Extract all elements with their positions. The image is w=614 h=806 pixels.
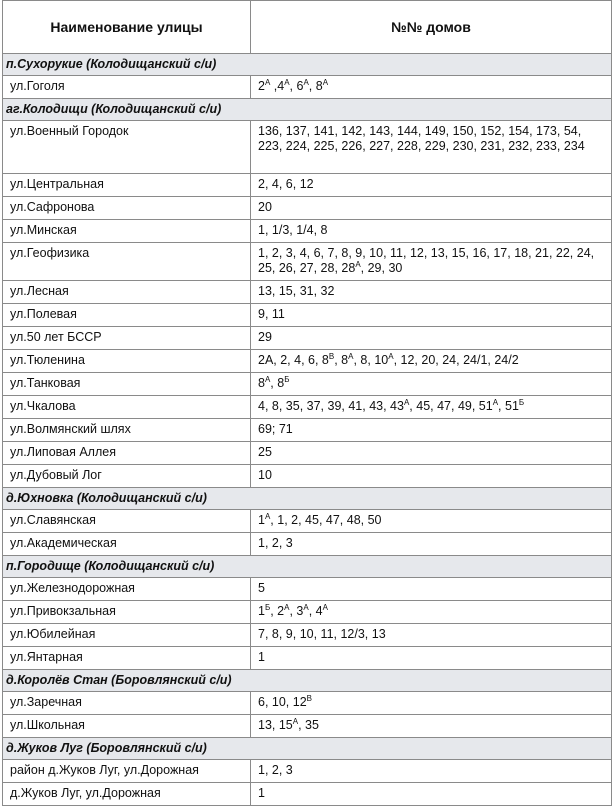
street-name: ул.Привокзальная (3, 601, 251, 624)
table-row (3, 442, 612, 465)
header-street: Наименование улицы (3, 1, 251, 54)
table-row (3, 76, 612, 99)
house-numbers: 2, 4, 6, 12 (251, 174, 612, 197)
group-row (3, 488, 612, 510)
table-row (3, 281, 612, 304)
group-title: аг.Колодищи (Колодищанский с/и) (3, 99, 612, 121)
street-name: ул.Военный Городок (3, 121, 251, 174)
table-row (3, 350, 612, 373)
house-numbers: 69; 71 (251, 419, 612, 442)
table-row (3, 197, 612, 220)
table-row (3, 121, 612, 174)
street-name: ул.Янтарная (3, 647, 251, 670)
group-row (3, 738, 612, 760)
group-row (3, 670, 612, 692)
house-numbers: 9, 11 (251, 304, 612, 327)
house-numbers: $1^Б$, $2^А$, $3^А$, $4^А$ (251, 601, 612, 624)
house-numbers: 1, 2, 3 (251, 760, 612, 783)
house-numbers: 2А, 2, 4, 6, $8^В$, $8^А$, 8, $10^А$, 12, 20, 24, 24/1, 24/2 (251, 350, 612, 373)
table-row (3, 327, 612, 350)
street-name: ул.Дубовый Лог (3, 465, 251, 488)
street-name: ул.Гоголя (3, 76, 251, 99)
house-numbers: 5 (251, 578, 612, 601)
table-row (3, 465, 612, 488)
house-numbers: $2^А$ $,4^А$, $6^А$, $8^А$ (251, 76, 612, 99)
street-name: ул.Заречная (3, 692, 251, 715)
table-row (3, 692, 612, 715)
street-name: ул.Центральная (3, 174, 251, 197)
street-name: ул.Чкалова (3, 396, 251, 419)
house-numbers: 1, 2, 3 (251, 533, 612, 556)
table-row (3, 243, 612, 281)
street-name: ул.Тюленина (3, 350, 251, 373)
house-numbers: 13, $15^А$, 35 (251, 715, 612, 738)
house-numbers: $8^А$, $8^Б$ (251, 373, 612, 396)
street-name: ул.Волмянский шлях (3, 419, 251, 442)
house-numbers: 13, 15, 31, 32 (251, 281, 612, 304)
street-name: ул.Липовая Аллея (3, 442, 251, 465)
street-name: ул.Полевая (3, 304, 251, 327)
table-row (3, 760, 612, 783)
table-row (3, 373, 612, 396)
table-row (3, 783, 612, 806)
street-name: ул.Лесная (3, 281, 251, 304)
group-row (3, 54, 612, 76)
group-row (3, 99, 612, 121)
house-numbers: 7, 8, 9, 10, 11, 12/3, 13 (251, 624, 612, 647)
header-houses: №№ домов (251, 1, 612, 54)
house-numbers: 1 (251, 647, 612, 670)
group-title: п.Сухорукие (Колодищанский с/и) (3, 54, 612, 76)
table-row (3, 220, 612, 243)
house-numbers: 10 (251, 465, 612, 488)
street-name: д.Жуков Луг, ул.Дорожная (3, 783, 251, 806)
street-name: ул.Геофизика (3, 243, 251, 281)
street-name: ул.Танковая (3, 373, 251, 396)
house-numbers: 136, 137, 141, 142, 143, 144, 149, 150, 152, 154, 173, 54, 223, 224, 225, 226, 227, 228, 229, 230, 231, 232, 233, 234 (251, 121, 612, 174)
street-name: район д.Жуков Луг, ул.Дорожная (3, 760, 251, 783)
table-row (3, 715, 612, 738)
street-name: ул.50 лет БССР (3, 327, 251, 350)
table-row (3, 647, 612, 670)
house-numbers: 1, 1/3, 1/4, 8 (251, 220, 612, 243)
house-numbers: 1 (251, 783, 612, 806)
header-row (3, 1, 612, 54)
street-name: ул.Академическая (3, 533, 251, 556)
group-title: п.Городище (Колодищанский с/и) (3, 556, 612, 578)
house-numbers: 1, 2, 3, 4, 6, 7, 8, 9, 10, 11, 12, 13, 15, 16, 17, 18, 21, 22, 24, 25, 26, 27, 28, $28^А$, 29, 30 (251, 243, 612, 281)
house-numbers: 4, 8, 35, 37, 39, 41, 43, $43^А$, 45, 47, 49, $51^А$, $51^Б$ (251, 396, 612, 419)
street-name: ул.Сафронова (3, 197, 251, 220)
group-title: д.Жуков Луг (Боровлянский с/и) (3, 738, 612, 760)
house-numbers: 29 (251, 327, 612, 350)
house-numbers: 25 (251, 442, 612, 465)
house-numbers: 6, 10, $12^В$ (251, 692, 612, 715)
table-row (3, 174, 612, 197)
table-row (3, 624, 612, 647)
street-name: ул.Железнодорожная (3, 578, 251, 601)
street-name: ул.Славянская (3, 510, 251, 533)
table-row (3, 419, 612, 442)
street-name: ул.Юбилейная (3, 624, 251, 647)
group-title: д.Королёв Стан (Боровлянский с/и) (3, 670, 612, 692)
street-name: ул.Школьная (3, 715, 251, 738)
table-row (3, 533, 612, 556)
table-row (3, 601, 612, 624)
table-row (3, 304, 612, 327)
group-row (3, 556, 612, 578)
table-row (3, 578, 612, 601)
street-name: ул.Минская (3, 220, 251, 243)
house-numbers: 20 (251, 197, 612, 220)
group-title: д.Юхновка (Колодищанский с/и) (3, 488, 612, 510)
house-numbers: $1^А$, 1, 2, 45, 47, 48, 50 (251, 510, 612, 533)
table-body (3, 54, 612, 806)
table-row (3, 396, 612, 419)
table-row (3, 510, 612, 533)
streets-table (2, 0, 612, 806)
